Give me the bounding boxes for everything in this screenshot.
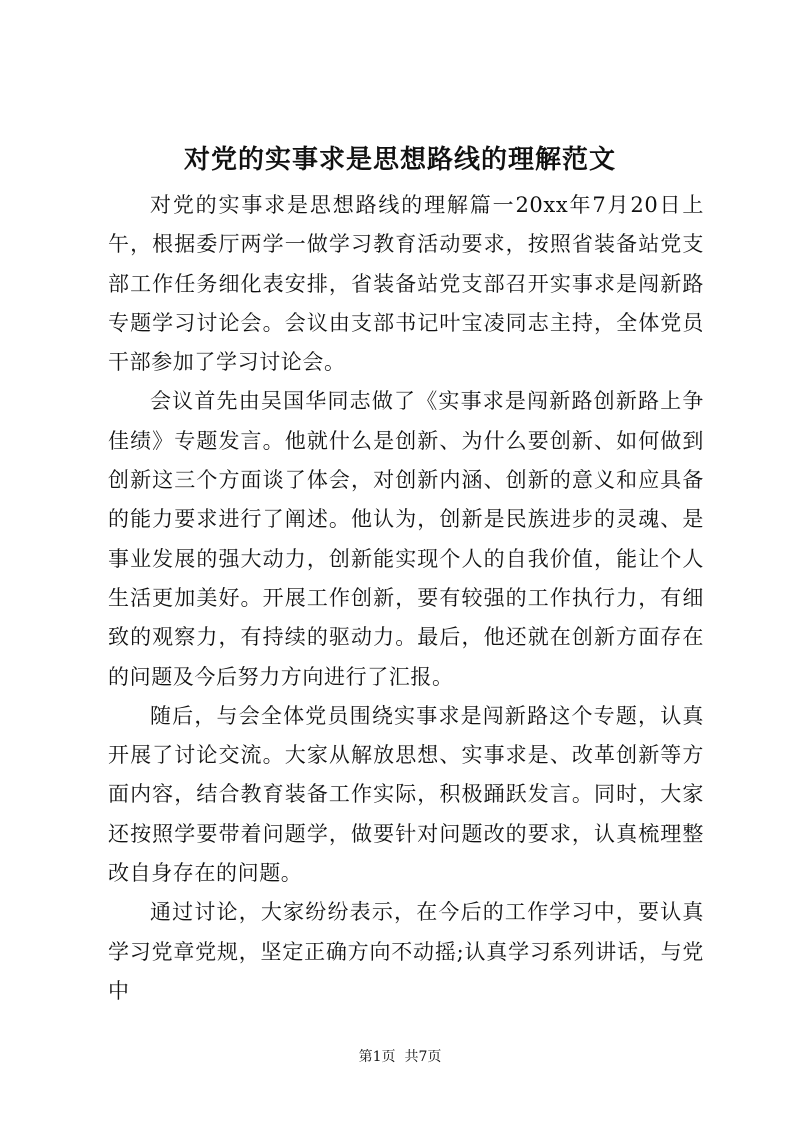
- document-body: [108, 186, 704, 1011]
- paragraph-4: 通过讨论，大家纷纷表示，在今后的工作学习中，要认真学习党章党规，坚定正确方向不动摇;认真学习系列讲话，与党中: [108, 900, 704, 1003]
- paragraph-2: 会议首先由吴国华同志做了《实事求是闯新路创新路上争佳绩》专题发言。他就什么是创新、为什么要创新、如何做到创新这三个方面谈了体会，对创新内涵、创新的意义和应具备的能力要求进行了阐述。他认为，创新是民族进步的灵魂、是事业发展的强大动力，创新能实现个人的自我价值，能让个人生活更加美好。开展工作创新，要有较强的工作执行力，有细致的观察力，有持续的驱动力。最后，他还就在创新方面存在的问题及今后努力方向进行了汇报。: [108, 389, 704, 689]
- page-total: 共7页: [404, 1049, 442, 1065]
- document-title: 对党的实事求是思想路线的理解范文: [183, 145, 616, 175]
- page-footer: [0, 1047, 800, 1067]
- paragraph-3: 随后，与会全体党员围绕实事求是闯新路这个专题，认真开展了讨论交流。大家从解放思想、实事求是、改革创新等方面内容，结合教育装备工作实际，积极踊跃发言。同时，大家还按照学要带着问题学，做要针对问题改的要求，认真梳理整改自身存在的问题。: [108, 703, 704, 886]
- paragraph-1: 对党的实事求是思想路线的理解篇一20xx年7月20日上午，根据委厅两学一做学习教育活动要求，按照省装备站党支部工作任务细化表安排，省装备站党支部召开实事求是闯新路专题学习讨论会。会议由支部书记叶宝凌同志主持，全体党员干部参加了学习讨论会。: [108, 193, 704, 375]
- page-number: 第1页: [358, 1049, 396, 1065]
